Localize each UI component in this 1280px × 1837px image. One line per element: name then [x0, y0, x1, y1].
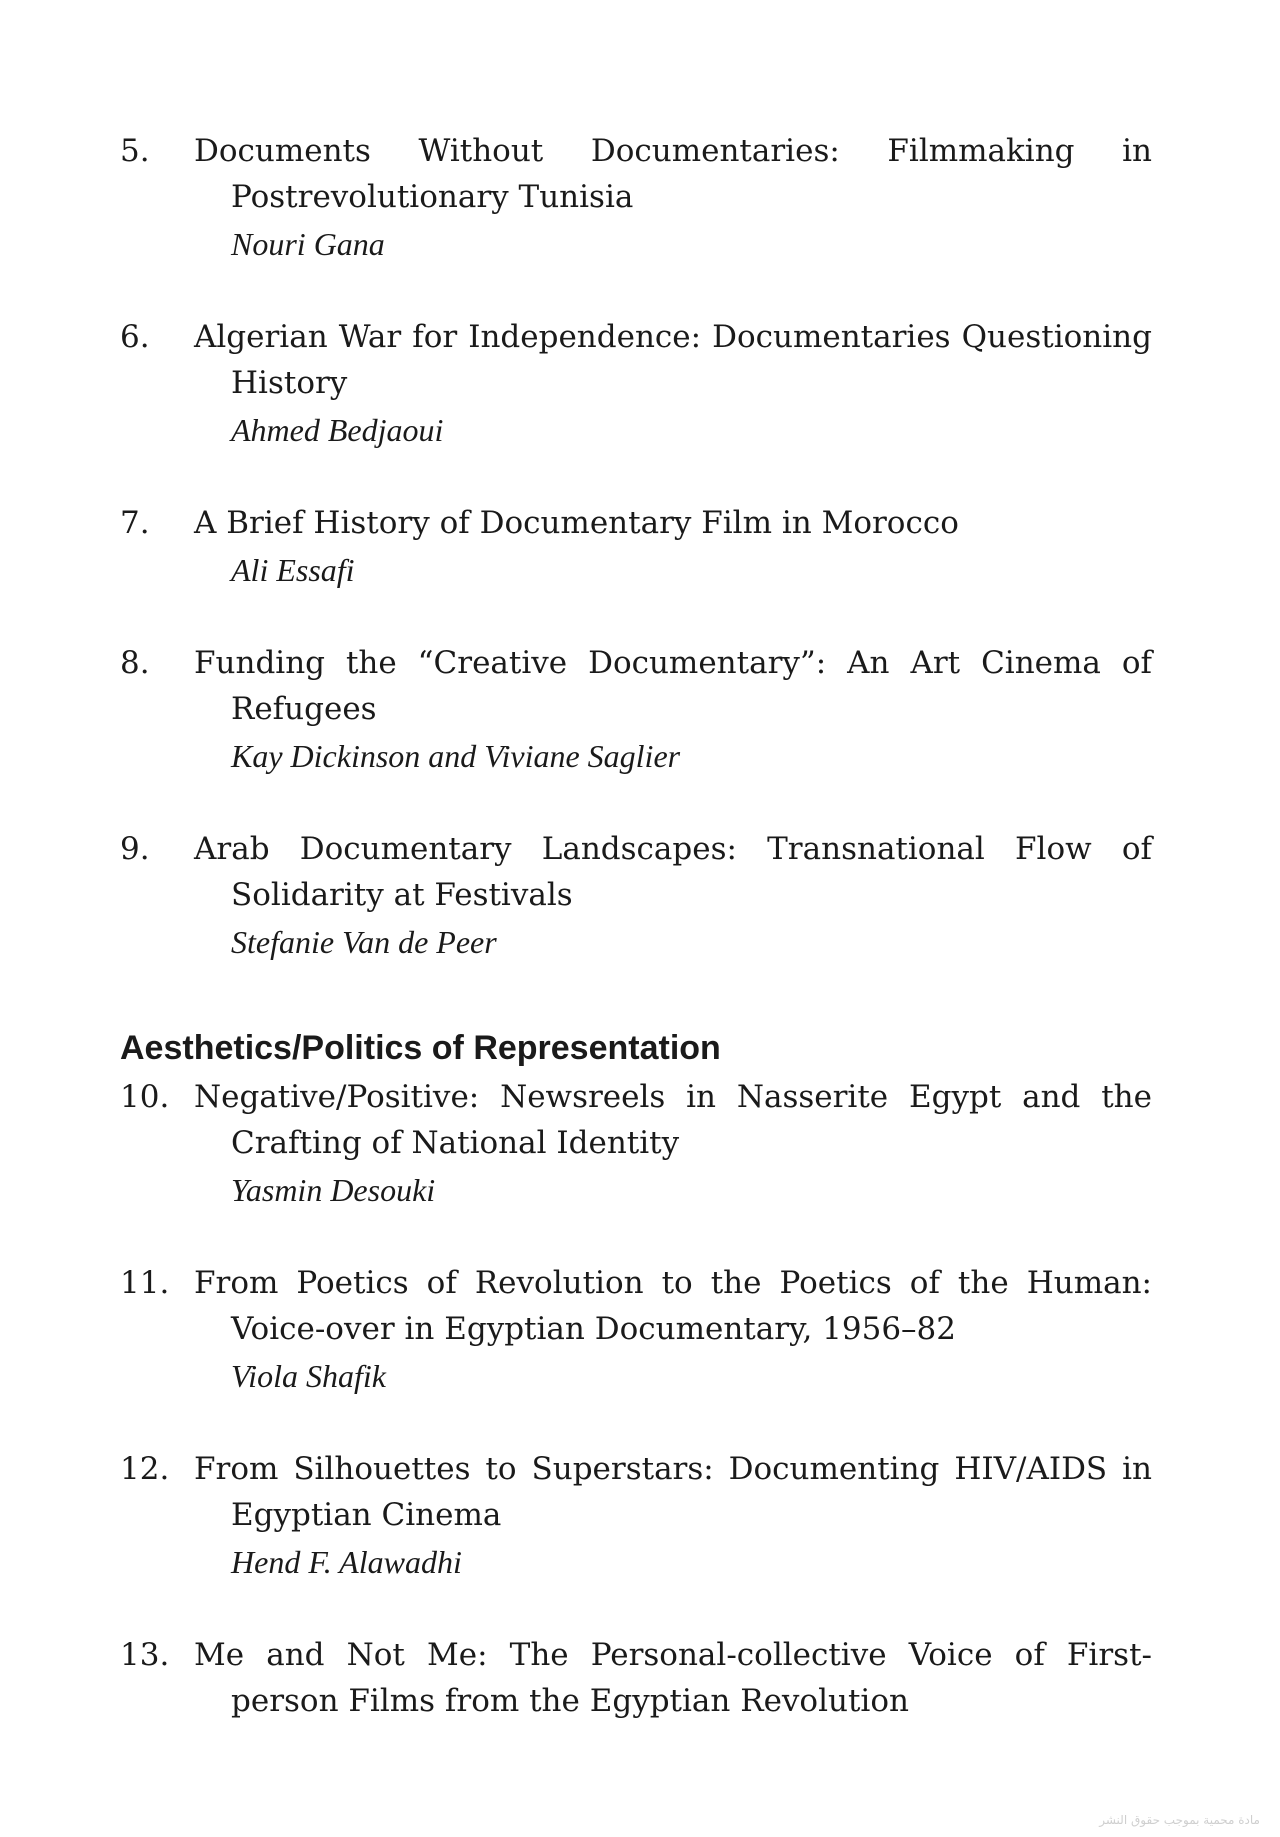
entry-number: 6. — [120, 319, 150, 355]
entry-number: 5. — [120, 133, 150, 169]
entry-title: Arab Documentary Landscapes: Transnational Flow of Solidarity at Festivals — [194, 831, 1152, 913]
entry-title: From Poetics of Revolution to the Poetics of the Human: Voice-over in Egyptian Documentary, 1956–82 — [194, 1265, 1152, 1347]
entry-author: Nouri Gana — [231, 226, 385, 262]
table-of-contents — [120, 128, 1152, 1770]
toc-entry-5 — [120, 128, 1152, 268]
entry-author: Kay Dickinson and Viviane Saglier — [231, 738, 681, 774]
entry-number: 9. — [120, 831, 150, 867]
entry-title: Funding the “Creative Documentary”: An Art Cinema of Refugees — [194, 645, 1152, 727]
entry-author: Hend F. Alawadhi — [231, 1544, 462, 1580]
entry-number: 8. — [120, 645, 150, 681]
entry-author: Viola Shafik — [231, 1358, 386, 1394]
entry-author: Stefanie Van de Peer — [231, 924, 497, 960]
toc-entry-11 — [120, 1260, 1152, 1400]
toc-entry-7 — [120, 500, 1152, 594]
entry-title: A Brief History of Documentary Film in Morocco — [194, 505, 959, 541]
entry-title: Documents Without Documentaries: Filmmaking in Postrevolutionary Tunisia — [194, 133, 1152, 215]
toc-entry-13 — [120, 1632, 1152, 1724]
toc-entry-8 — [120, 640, 1152, 780]
entry-author: Yasmin Desouki — [231, 1172, 436, 1208]
entry-number: 13. — [120, 1637, 170, 1673]
entry-title: From Silhouettes to Superstars: Documenting HIV/AIDS in Egyptian Cinema — [194, 1451, 1152, 1533]
entry-title: Negative/Positive: Newsreels in Nasserite Egypt and the Crafting of National Identity — [194, 1079, 1152, 1161]
toc-entry-9 — [120, 826, 1152, 966]
entry-title: Me and Not Me: The Personal-collective Voice of First-person Films from the Egyptian Revolution — [194, 1637, 1152, 1719]
section-heading: Aesthetics/Politics of Representation — [120, 1029, 721, 1067]
entry-number: 11. — [120, 1265, 170, 1301]
entry-title: Algerian War for Independence: Documentaries Questioning History — [194, 319, 1152, 401]
entry-author: Ahmed Bedjaoui — [231, 412, 444, 448]
toc-entry-12 — [120, 1446, 1152, 1586]
toc-entry-10 — [120, 1074, 1152, 1214]
copyright-watermark: مادة محمية بموجب حقوق النشر — [1099, 1813, 1260, 1827]
entry-number: 10. — [120, 1079, 170, 1115]
entry-number: 7. — [120, 505, 150, 541]
toc-entry-6 — [120, 314, 1152, 454]
entry-author: Ali Essafi — [231, 552, 355, 588]
entry-number: 12. — [120, 1451, 170, 1487]
